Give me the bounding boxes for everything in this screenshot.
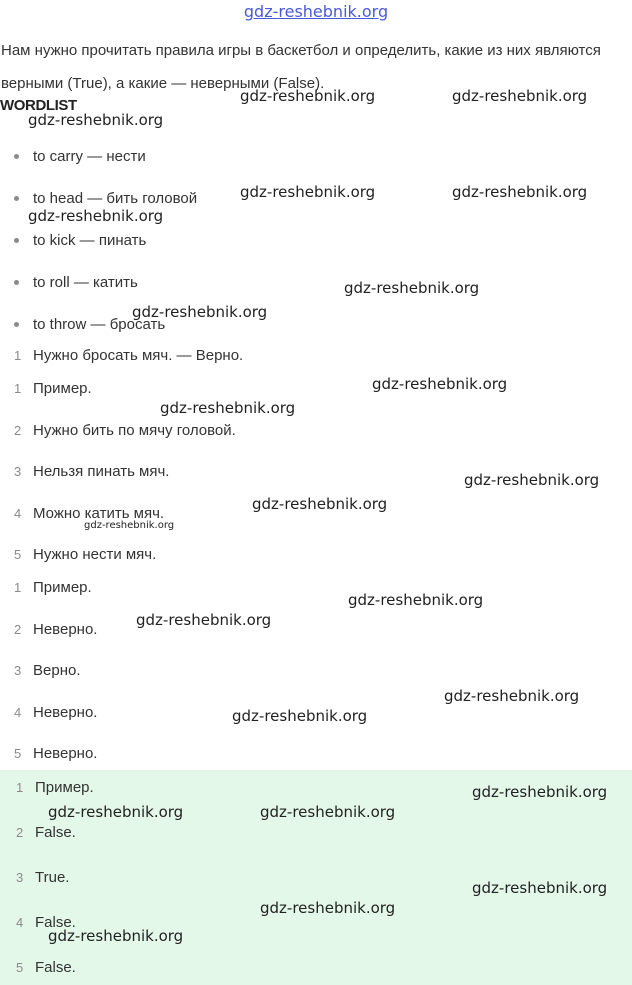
- rule-item: 4 Можно катить мяч.: [14, 505, 165, 522]
- rule-item: 2 Нужно бить по мячу головой.: [14, 422, 236, 439]
- watermark: gdz-reshebnik.org: [464, 471, 600, 489]
- watermark: gdz-reshebnik.org: [372, 375, 508, 393]
- verdict-item: 1 Пример.: [14, 579, 92, 596]
- rule-item: 1 Пример.: [14, 380, 92, 397]
- watermark: gdz-reshebnik.org: [348, 591, 484, 609]
- watermark: gdz-reshebnik.org: [472, 783, 608, 801]
- watermark: gdz-reshebnik.org: [136, 611, 272, 629]
- verdict-item: 4 Неверно.: [14, 704, 98, 721]
- verdict-item: 2 Неверно.: [14, 621, 98, 638]
- watermark: gdz-reshebnik.org: [160, 399, 296, 417]
- wordlist-item: to carry — нести: [14, 148, 146, 165]
- bullet-icon: [14, 196, 19, 201]
- bullet-icon: [14, 238, 19, 243]
- bullet-icon: [14, 280, 19, 285]
- watermark: gdz-reshebnik.org: [28, 111, 164, 129]
- answer-item: 2 False.: [16, 824, 76, 841]
- watermark: gdz-reshebnik.org: [252, 495, 388, 513]
- rule-item: 3 Нельзя пинать мяч.: [14, 463, 170, 480]
- watermark: gdz-reshebnik.org: [452, 183, 588, 201]
- watermark: gdz-reshebnik.org: [452, 87, 588, 105]
- bullet-icon: [14, 154, 19, 159]
- watermark: gdz-reshebnik.org: [48, 927, 184, 945]
- watermark: gdz-reshebnik.org: [84, 520, 175, 531]
- wordlist-item: to head — бить головой: [14, 190, 197, 207]
- watermark: gdz-reshebnik.org: [48, 803, 184, 821]
- watermark: gdz-reshebnik.org: [28, 207, 164, 225]
- wordlist-item: to kick — пинать: [14, 232, 146, 249]
- watermark: gdz-reshebnik.org: [444, 687, 580, 705]
- intro-text: Нам нужно прочитать правила игры в баскетбол и определить, какие из них являются верными (True), а какие — неверными (False).: [1, 42, 601, 92]
- watermark: gdz-reshebnik.org: [344, 279, 480, 297]
- answer-item: 3 True.: [16, 869, 70, 886]
- verdict-item: 3 Верно.: [14, 662, 81, 679]
- watermark: gdz-reshebnik.org: [260, 803, 396, 821]
- bullet-icon: [14, 322, 19, 327]
- answer-item: 5 False.: [16, 959, 76, 976]
- watermark: gdz-reshebnik.org: [240, 87, 376, 105]
- site-header-link[interactable]: gdz-reshebnik.org: [243, 2, 389, 21]
- rule-item: 1 Нужно бросать мяч. — Верно.: [14, 347, 244, 364]
- answer-item: 4 False.: [16, 914, 76, 931]
- watermark: gdz-reshebnik.org: [472, 879, 608, 897]
- verdict-item: 5 Неверно.: [14, 745, 98, 762]
- answer-item: 1 Пример.: [16, 779, 94, 796]
- wordlist-item: to throw — бросать: [14, 316, 165, 333]
- watermark: gdz-reshebnik.org: [240, 183, 376, 201]
- watermark: gdz-reshebnik.org: [260, 899, 396, 917]
- watermark: gdz-reshebnik.org: [132, 303, 268, 321]
- wordlist-title: WORDLIST: [0, 97, 77, 114]
- watermark: gdz-reshebnik.org: [232, 707, 368, 725]
- rule-item: 5 Нужно нести мяч.: [14, 546, 157, 563]
- wordlist-item: to roll — катить: [14, 274, 138, 291]
